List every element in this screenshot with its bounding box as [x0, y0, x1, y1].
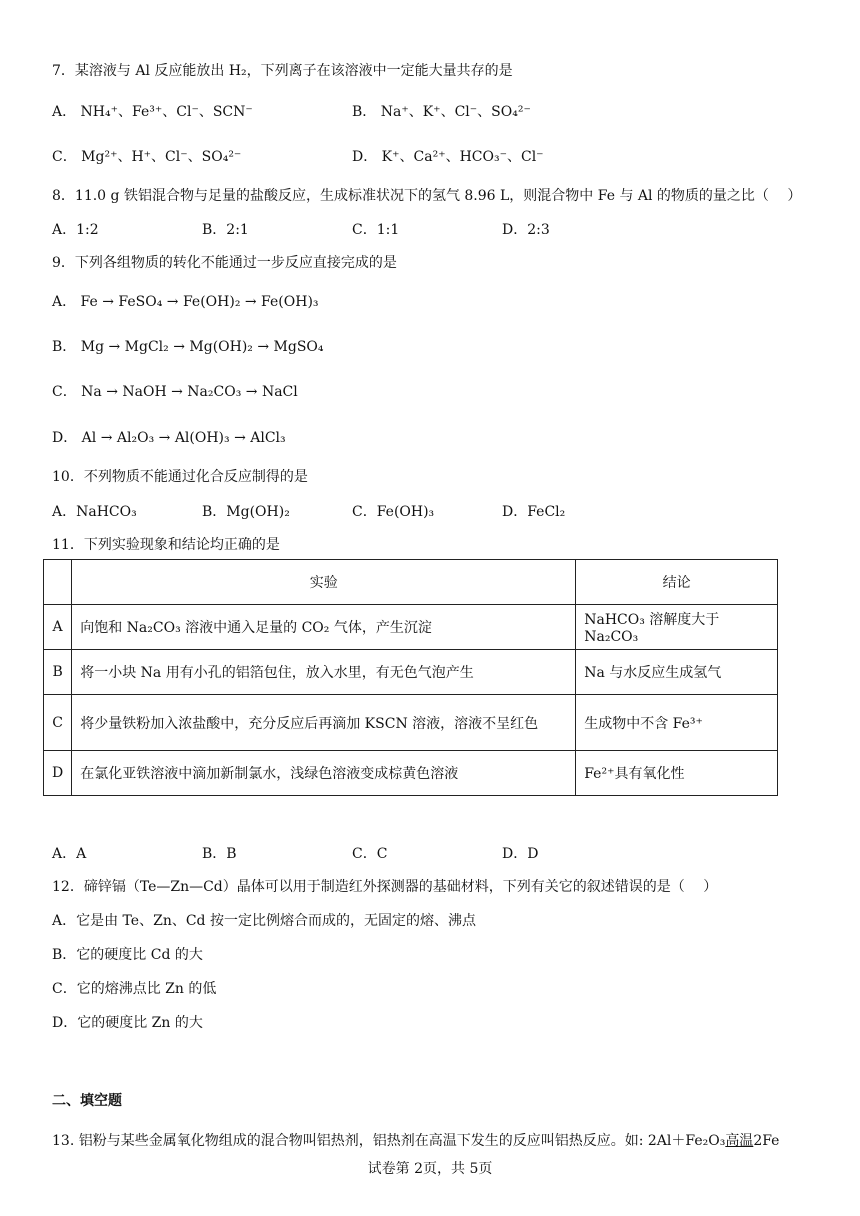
- q10-option-a: A．NaHCO₃: [52, 504, 137, 520]
- row-experiment: 向饱和 Na₂CO₃ 溶液中通入足量的 CO₂ 气体，产生沉淀: [72, 605, 576, 650]
- q12-option-a: A．它是由 Te、Zn、Cd 按一定比例熔合而成的，无固定的熔、沸点: [52, 913, 476, 929]
- q12-option-c: C．它的熔沸点比 Zn 的低: [52, 981, 217, 997]
- q7-stem: 7．某溶液与 Al 反应能放出 H₂，下列离子在该溶液中一定能大量共存的是: [52, 63, 513, 79]
- table-header-experiment: 实验: [72, 560, 576, 605]
- table-header-label: [44, 560, 72, 605]
- q13-stem-line: [52, 1130, 779, 1150]
- q11-option-d: D．D: [502, 846, 539, 862]
- q12-stem: 12．碲锌镉（Te—Zn—Cd）晶体可以用于制造红外探测器的基础材料，下列有关它的叙述错误的是（ ）: [52, 879, 718, 895]
- row-experiment: 将一小块 Na 用有小孔的铝箔包住，放入水里，有无色气泡产生: [72, 650, 576, 695]
- row-experiment: 将少量铁粉加入浓盐酸中，充分反应后再滴加 KSCN 溶液，溶液不呈红色: [72, 695, 576, 751]
- q12-option-d: D．它的硬度比 Zn 的大: [52, 1015, 203, 1031]
- row-conclusion: Na 与水反应生成氢气: [576, 650, 778, 695]
- q8-option-a: A．1:2: [52, 222, 99, 238]
- page-footer: 试卷第 2页，共 5页: [367, 1161, 493, 1177]
- q11-option-a: A．A: [52, 846, 87, 862]
- q9-option-b: B． Mg → MgCl₂ → Mg(OH)₂ → MgSO₄: [52, 339, 324, 355]
- q8-option-b: B．2:1: [202, 222, 249, 238]
- row-label: D: [44, 751, 72, 796]
- section-heading: 二、填空题: [52, 1093, 122, 1109]
- row-experiment: 在氯化亚铁溶液中滴加新制氯水，浅绿色溶液变成棕黄色溶液: [72, 751, 576, 796]
- row-label: C: [44, 695, 72, 751]
- q7-option-b: B． Na⁺、K⁺、Cl⁻、SO₄²⁻: [352, 104, 531, 120]
- q9-option-c: C． Na → NaOH → Na₂CO₃ → NaCl: [52, 384, 298, 400]
- table-row: [44, 605, 778, 650]
- row-conclusion: NaHCO₃ 溶解度大于 Na₂CO₃: [576, 605, 778, 650]
- q13-product: 2Fe: [753, 1133, 780, 1149]
- q10-option-b: B．Mg(OH)₂: [202, 504, 290, 520]
- experiment-table: [43, 559, 778, 796]
- table-row: [44, 650, 778, 695]
- q9-option-a: A． Fe → FeSO₄ → Fe(OH)₂ → Fe(OH)₃: [52, 294, 319, 310]
- q11-option-c: C．C: [352, 846, 388, 862]
- row-conclusion: 生成物中不含 Fe³⁺: [576, 695, 778, 751]
- q7-option-d: D． K⁺、Ca²⁺、HCO₃⁻、Cl⁻: [352, 149, 544, 165]
- row-conclusion: Fe²⁺具有氧化性: [576, 751, 778, 796]
- q8-option-c: C．1:1: [352, 222, 400, 238]
- table-header-conclusion: 结论: [576, 560, 778, 605]
- q7-option-a: A． NH₄⁺、Fe³⁺、Cl⁻、SCN⁻: [52, 104, 253, 120]
- q9-option-d: D． Al → Al₂O₃ → Al(OH)₃ → AlCl₃: [52, 430, 286, 446]
- table-row: [44, 695, 778, 751]
- row-label: B: [44, 650, 72, 695]
- q13-stem: 13. 铝粉与某些金属氧化物组成的混合物叫铝热剂，铝热剂在高温下发生的反应叫铝热反应。如: 2Al＋Fe₂O₃: [52, 1133, 726, 1149]
- q12-option-b: B．它的硬度比 Cd 的大: [52, 947, 203, 963]
- q8-option-d: D．2:3: [502, 222, 550, 238]
- q11-option-b: B．B: [202, 846, 237, 862]
- q8-stem: 8．11.0 g 铁铝混合物与足量的盐酸反应，生成标准状况下的氢气 8.96 L，则混合物中 Fe 与 Al 的物质的量之比（ ）: [52, 188, 802, 204]
- q9-stem: 9．下列各组物质的转化不能通过一步反应直接完成的是: [52, 255, 397, 271]
- q13-condition: 高温: [725, 1133, 754, 1149]
- q10-option-d: D．FeCl₂: [502, 504, 566, 520]
- q10-option-c: C．Fe(OH)₃: [352, 504, 435, 520]
- table-header-row: [44, 560, 778, 605]
- q11-stem: 11．下列实验现象和结论均正确的是: [52, 537, 280, 553]
- q10-stem: 10．不列物质不能通过化合反应制得的是: [52, 469, 308, 485]
- table-row: [44, 751, 778, 796]
- q7-option-c: C． Mg²⁺、H⁺、Cl⁻、SO₄²⁻: [52, 149, 242, 165]
- row-label: A: [44, 605, 72, 650]
